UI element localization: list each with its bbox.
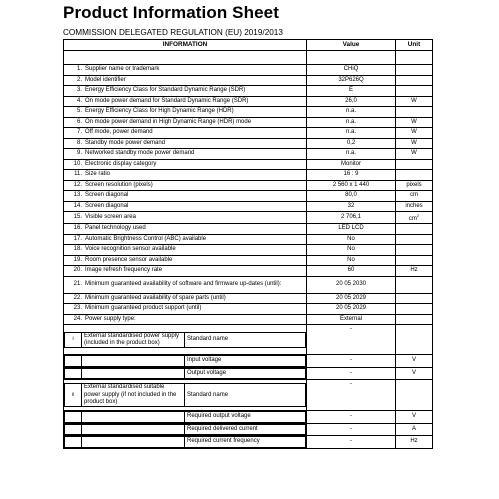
header-information: INFORMATION — [64, 40, 307, 51]
unit-cell — [396, 128, 433, 139]
row-number: 6. — [76, 118, 82, 125]
row-number: 15. — [73, 214, 82, 220]
value-cell: 32 — [307, 201, 396, 212]
power-supply-item-label: Output voltage — [185, 368, 306, 379]
power-supply-subgrid — [64, 368, 306, 380]
row-number: 5. — [76, 108, 82, 115]
power-supply-index — [65, 424, 82, 435]
row-label: Minimum guaranteed product support (until) — [85, 305, 202, 312]
table-row — [64, 180, 433, 191]
unit-cell — [396, 96, 433, 107]
unit-cell — [396, 170, 433, 181]
table-row — [64, 128, 433, 139]
power-supply-subgrid-row — [65, 424, 306, 435]
row-number: 19. — [73, 256, 82, 263]
row-label: Image refresh frequency rate — [85, 267, 163, 274]
power-supply-unit: V — [396, 367, 433, 380]
table-row — [64, 255, 433, 266]
unit-text: cm — [410, 192, 418, 199]
power-supply-index: ii — [65, 384, 82, 407]
unit-cell — [396, 212, 433, 224]
row-number: 3. — [76, 87, 82, 94]
unit-cell — [396, 65, 433, 76]
regulation-subtitle: COMMISSION DELEGATED REGULATION (EU) 2019/2013 — [63, 28, 283, 37]
power-supply-unit — [396, 325, 433, 355]
table-row — [64, 266, 433, 277]
power-supply-item-label: Required current frequency — [185, 437, 306, 448]
row-number: 16. — [73, 225, 82, 232]
unit-text: inches — [405, 202, 423, 209]
power-supply-subgrid — [64, 355, 306, 367]
power-supply-description — [82, 356, 185, 367]
unit-cell — [396, 293, 433, 304]
row-label: Energy Efficiency Class for Standard Dynamic Range (SDR) — [85, 87, 246, 94]
power-supply-info-cell — [64, 423, 307, 436]
table-row — [64, 159, 433, 170]
sheet-title: Product Information Sheet — [63, 3, 279, 22]
table-row — [64, 86, 433, 97]
power-supply-subgrid-row — [65, 368, 306, 379]
value-cell: CHiQ — [307, 65, 396, 76]
unit-cell — [396, 234, 433, 245]
row-number: 23. — [73, 305, 82, 312]
table-row — [64, 149, 433, 160]
info-cell — [64, 224, 307, 235]
info-cell — [64, 86, 307, 97]
power-supply-subgrid-row — [65, 384, 306, 407]
power-supply-info-cell — [64, 325, 307, 355]
power-supply-subgrid — [64, 332, 306, 348]
row-label: Minimum guaranteed availability of spare parts (until) — [85, 294, 226, 301]
spacer-row — [64, 51, 433, 65]
row-label: Model identifier — [85, 76, 126, 83]
unit-text: pixels — [406, 181, 422, 188]
power-supply-index — [65, 356, 82, 367]
row-label: On mode power demand for Standard Dynamic Range (SDR) — [85, 97, 249, 104]
unit-cell — [396, 75, 433, 86]
unit-text: W — [411, 150, 417, 157]
row-number: 12. — [73, 181, 82, 188]
row-number: 1. — [76, 66, 82, 73]
value-cell: 0,2 — [307, 138, 396, 149]
unit-text: W — [411, 139, 417, 146]
power-supply-info-cell — [64, 380, 307, 411]
unit-cell — [396, 314, 433, 325]
value-cell: No — [307, 245, 396, 256]
unit-cell — [396, 191, 433, 202]
power-supply-value: - — [307, 367, 396, 380]
row-label: On mode power demand in High Dynamic Range (HDR) mode — [85, 118, 252, 125]
unit-cell — [396, 138, 433, 149]
power-supply-subgrid — [64, 436, 306, 448]
info-cell — [64, 276, 307, 293]
value-cell: n.a. — [307, 117, 396, 128]
power-supply-index: i — [65, 332, 82, 347]
value-cell: n.a. — [307, 128, 396, 139]
header-unit: Unit — [396, 40, 433, 51]
row-label: Panel technology used — [85, 225, 146, 232]
unit-text: W — [411, 118, 417, 125]
value-cell: Monitor — [307, 159, 396, 170]
info-cell — [64, 96, 307, 107]
unit-cell — [396, 86, 433, 97]
row-number: 13. — [73, 192, 82, 199]
row-label: Room presence sensor available — [85, 256, 173, 263]
power-supply-item-label: Input voltage — [185, 356, 306, 367]
table-row — [64, 107, 433, 118]
info-cell — [64, 170, 307, 181]
power-supply-row — [64, 325, 433, 355]
power-supply-value: - — [307, 325, 396, 355]
power-supply-info-cell — [64, 411, 307, 424]
row-label: Automatic Brightness Control (ABC) available — [85, 235, 207, 242]
power-supply-subgrid-row — [65, 332, 306, 347]
value-cell: External — [307, 314, 396, 325]
value-cell: E — [307, 86, 396, 97]
power-supply-description — [82, 437, 185, 448]
row-label: Off mode, power demand — [85, 129, 153, 136]
row-number: 7. — [76, 129, 82, 136]
row-number: 21. — [73, 281, 82, 288]
info-cell — [64, 255, 307, 266]
row-label: Networked standby mode power demand — [85, 150, 195, 157]
unit-cell — [396, 255, 433, 266]
row-number: 9. — [76, 150, 82, 157]
row-label: Voice recognition sensor available — [85, 246, 176, 253]
unit-cell — [396, 117, 433, 128]
info-cell — [64, 128, 307, 139]
table-row — [64, 170, 433, 181]
power-supply-value: - — [307, 411, 396, 424]
value-cell: No — [307, 234, 396, 245]
value-cell: 2 560 x 1 440 — [307, 180, 396, 191]
info-cell — [64, 159, 307, 170]
info-cell — [64, 304, 307, 315]
info-cell — [64, 266, 307, 277]
table-row — [64, 96, 433, 107]
value-cell: 32P626Q — [307, 75, 396, 86]
unit-text: Hz — [410, 267, 418, 274]
power-supply-info-cell — [64, 436, 307, 449]
row-number: 22. — [73, 294, 82, 301]
table-row — [64, 276, 433, 293]
power-supply-value: - — [307, 423, 396, 436]
info-cell — [64, 180, 307, 191]
row-number: 2. — [76, 76, 82, 83]
table-body — [64, 51, 433, 449]
power-supply-item-label: Standard name — [185, 332, 306, 347]
table-row — [64, 304, 433, 315]
table-row — [64, 75, 433, 86]
unit-cell — [396, 107, 433, 118]
info-cell — [64, 314, 307, 325]
row-number: 24. — [73, 315, 82, 322]
unit-cell — [396, 201, 433, 212]
row-label: Minimum guaranteed availability of software and firmware up-dates (until): — [85, 281, 282, 288]
unit-cell — [396, 159, 433, 170]
table-row — [64, 245, 433, 256]
row-label: Screen resolution (pixels) — [85, 181, 153, 188]
table-row — [64, 212, 433, 224]
info-cell — [64, 191, 307, 202]
power-supply-unit: V — [396, 411, 433, 424]
power-supply-row — [64, 380, 433, 411]
power-supply-row — [64, 411, 433, 424]
info-cell — [64, 201, 307, 212]
table-header-row — [64, 40, 433, 51]
row-number: 10. — [73, 160, 82, 167]
row-number: 20. — [73, 267, 82, 274]
value-cell: 60 — [307, 266, 396, 277]
power-supply-description — [82, 412, 185, 423]
row-label: Power supply type: — [85, 315, 136, 322]
power-supply-subgrid-row — [65, 412, 306, 423]
unit-cell — [396, 304, 433, 315]
unit-cell — [396, 245, 433, 256]
power-supply-subgrid-row — [65, 437, 306, 448]
unit-text: cm — [408, 216, 417, 222]
row-label: Electronic display category — [85, 160, 157, 167]
power-supply-description — [82, 368, 185, 379]
power-supply-row — [64, 367, 433, 380]
unit-text: W — [411, 97, 417, 104]
power-supply-subgrid — [64, 424, 306, 436]
row-label: Screen diagonal — [85, 192, 129, 199]
power-supply-description: External standardised power supply (included in the product box) — [82, 332, 185, 347]
power-supply-subgrid — [64, 383, 306, 407]
value-cell: n.a. — [307, 107, 396, 118]
power-supply-info-cell — [64, 367, 307, 380]
value-cell: 2 706,1 — [307, 212, 396, 224]
row-number: 17. — [73, 235, 82, 242]
info-cell — [64, 293, 307, 304]
power-supply-value: - — [307, 355, 396, 368]
table-row — [64, 201, 433, 212]
power-supply-item-label: Required delivered current — [185, 424, 306, 435]
table-row — [64, 314, 433, 325]
unit-cell — [396, 266, 433, 277]
power-supply-unit: A — [396, 423, 433, 436]
table-row — [64, 224, 433, 235]
info-cell — [64, 212, 307, 224]
unit-superscript: 2 — [416, 213, 420, 218]
power-supply-unit — [396, 380, 433, 411]
row-number: 18. — [73, 246, 82, 253]
row-number: 11. — [74, 171, 82, 178]
info-cell — [64, 245, 307, 256]
unit-cell — [396, 276, 433, 293]
value-cell: LED LCD — [307, 224, 396, 235]
row-label: Screen diagonal — [85, 202, 129, 209]
power-supply-value: - — [307, 380, 396, 411]
value-cell: 26,0 — [307, 96, 396, 107]
power-supply-unit: Hz — [396, 436, 433, 449]
value-cell: 20 05 2030 — [307, 276, 396, 293]
power-supply-row — [64, 355, 433, 368]
power-supply-row — [64, 423, 433, 436]
power-supply-unit: V — [396, 355, 433, 368]
product-info-table — [63, 39, 433, 449]
table-row — [64, 293, 433, 304]
power-supply-index — [65, 368, 82, 379]
unit-cell — [396, 149, 433, 160]
row-label: Standby mode power demand — [85, 139, 166, 146]
row-number: 4. — [76, 97, 82, 104]
value-cell: 20 05 2029 — [307, 293, 396, 304]
table-row — [64, 138, 433, 149]
value-cell: n.a. — [307, 149, 396, 160]
value-cell: 16 : 9 — [307, 170, 396, 181]
row-label: Energy Efficiency Class for High Dynamic Range (HDR) — [85, 108, 234, 115]
power-supply-row — [64, 436, 433, 449]
power-supply-subgrid — [64, 411, 306, 423]
power-supply-info-cell — [64, 355, 307, 368]
row-label: Visible screen area — [85, 214, 136, 220]
power-supply-item-label: Required output voltage — [185, 412, 306, 423]
unit-cell — [396, 224, 433, 235]
header-value: Value — [307, 40, 396, 51]
info-cell — [64, 65, 307, 76]
power-supply-index — [65, 412, 82, 423]
info-cell — [64, 138, 307, 149]
row-label: Size ratio — [85, 171, 111, 178]
info-cell — [64, 107, 307, 118]
table-row — [64, 117, 433, 128]
power-supply-description: External standardised suitable power supply (if not included in the product box) — [82, 384, 185, 407]
power-supply-subgrid-row — [65, 356, 306, 367]
value-cell: No — [307, 255, 396, 266]
table-row — [64, 234, 433, 245]
info-cell — [64, 117, 307, 128]
row-number: 14. — [73, 202, 82, 209]
info-cell — [64, 149, 307, 160]
value-cell: 20 05 2029 — [307, 304, 396, 315]
table-row — [64, 191, 433, 202]
info-cell — [64, 75, 307, 86]
row-number: 8. — [76, 139, 82, 146]
power-supply-item-label: Standard name — [185, 384, 306, 407]
power-supply-value: - — [307, 436, 396, 449]
value-cell: 80,0 — [307, 191, 396, 202]
table-row — [64, 65, 433, 76]
unit-cell — [396, 180, 433, 191]
power-supply-description — [82, 424, 185, 435]
info-cell — [64, 234, 307, 245]
row-label: Supplier name or trademark — [85, 66, 160, 73]
unit-text: W — [411, 129, 417, 136]
power-supply-index — [65, 437, 82, 448]
